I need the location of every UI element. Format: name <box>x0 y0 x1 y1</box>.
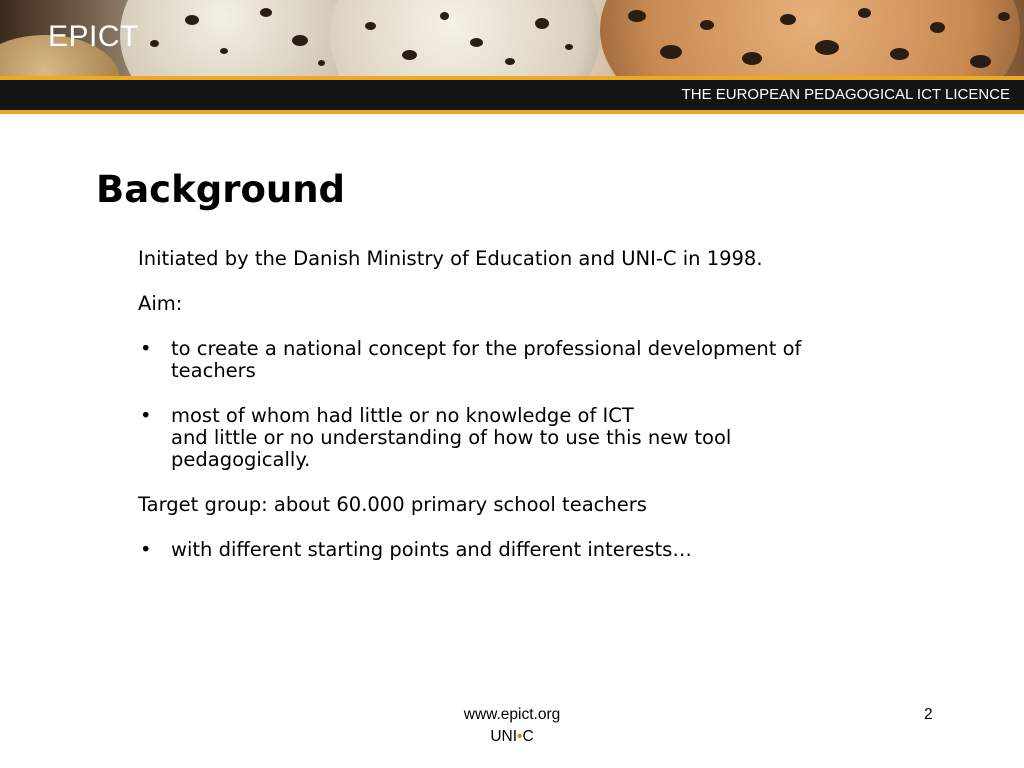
egg-speckle <box>742 52 762 65</box>
bullet-line: teachers <box>171 359 256 382</box>
egg-speckle <box>440 12 449 20</box>
egg-speckle <box>815 40 839 55</box>
aim-label: Aim: <box>138 292 183 315</box>
egg-speckle <box>402 50 417 60</box>
bullet-icon: • <box>140 404 152 427</box>
bullet-icon: • <box>140 337 152 360</box>
egg-speckle <box>700 20 714 30</box>
intro-text: Initiated by the Danish Ministry of Education and UNI-C in 1998. <box>138 247 763 270</box>
header-tagline: THE EUROPEAN PEDAGOGICAL ICT LICENCE <box>681 86 1010 103</box>
bullet-line: with different starting points and different interests… <box>171 538 692 561</box>
egg-image <box>600 0 1020 78</box>
org-name-prefix: UNI <box>490 728 518 745</box>
egg-speckle <box>470 38 483 47</box>
egg-speckle <box>318 60 325 66</box>
footer-url: www.epict.org <box>463 706 561 723</box>
egg-speckle <box>660 45 682 59</box>
egg-speckle <box>505 58 515 65</box>
slide-title: Background <box>96 168 346 211</box>
slide-body <box>138 248 938 584</box>
egg-speckle <box>535 18 549 29</box>
bullet-icon: • <box>140 538 152 561</box>
header-divider-bottom <box>0 110 1024 114</box>
footer-organization <box>0 728 1024 746</box>
egg-speckle <box>930 22 945 33</box>
egg-speckle <box>565 44 573 50</box>
bullet-line: to create a national concept for the professional development of <box>171 337 802 360</box>
header-banner <box>0 0 1024 78</box>
aim-bullet <box>138 338 938 382</box>
bullet-line: pedagogically. <box>171 448 311 471</box>
org-name-suffix: C <box>522 728 534 745</box>
aim-bullet <box>138 405 938 471</box>
egg-image <box>120 0 350 78</box>
target-bullet <box>138 539 938 561</box>
epict-logo: EPICT <box>48 20 139 53</box>
egg-image <box>330 0 600 78</box>
egg-speckle <box>185 15 199 25</box>
bullet-line: most of whom had little or no knowledge of ICT <box>171 404 634 427</box>
egg-speckle <box>628 10 646 22</box>
egg-speckle <box>998 12 1010 21</box>
egg-speckle <box>260 8 272 17</box>
egg-speckle <box>365 22 376 30</box>
target-group-text: Target group: about 60.000 primary school teachers <box>138 493 647 516</box>
page-number: 2 <box>924 706 933 723</box>
egg-speckle <box>150 40 159 47</box>
egg-speckle <box>780 14 796 25</box>
egg-speckle <box>220 48 228 54</box>
egg-speckle <box>890 48 909 60</box>
org-dot: • <box>517 728 523 745</box>
bullet-line: and little or no understanding of how to use this new tool <box>171 426 732 449</box>
egg-speckle <box>858 8 871 18</box>
egg-speckle <box>292 35 308 46</box>
egg-speckle <box>970 55 991 68</box>
